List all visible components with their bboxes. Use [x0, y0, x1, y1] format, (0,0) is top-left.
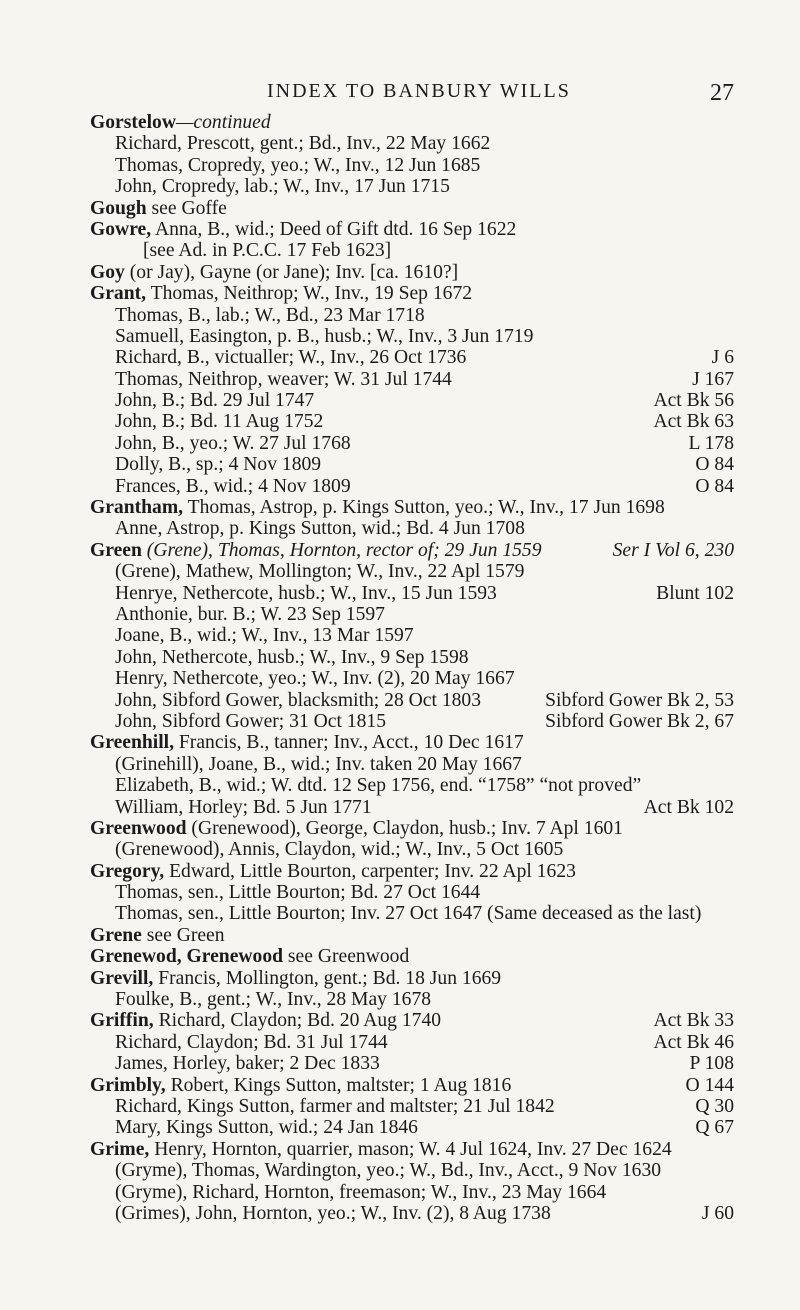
entry-reference: Q 30 [695, 1095, 734, 1117]
index-entry-line [0, 839, 800, 860]
entry-surname: Griffin, [90, 1010, 154, 1032]
entry-text: Anthonie, bur. B.; W. 23 Sep 1597 [115, 603, 385, 625]
entry-text: Francis, B., tanner; Inv., Acct., 10 Dec 1617 [174, 732, 524, 754]
entry-reference: L 178 [688, 432, 734, 454]
entry-reference: J 60 [701, 1202, 734, 1224]
entry-reference: Ser I Vol 6, 230 [612, 539, 734, 561]
index-entry-line [0, 668, 800, 689]
index-entry-line [0, 775, 800, 796]
entry-text: Thomas, Cropredy, yeo.; W., Inv., 12 Jun 1685 [115, 154, 481, 176]
entry-text: Henry, Nethercote, yeo.; W., Inv. (2), 20 May 1667 [115, 668, 515, 690]
index-entry-line [0, 882, 800, 903]
entry-reference: Q 67 [695, 1117, 734, 1139]
entry-text: William, Horley; Bd. 5 Jun 1771 [115, 796, 372, 818]
index-entry-heading-line [0, 818, 800, 839]
entry-reference: Act Bk 33 [653, 1010, 734, 1032]
entry-text: Richard, Claydon; Bd. 20 Aug 1740 [153, 1010, 442, 1032]
index-entry-heading-line [0, 861, 800, 882]
entry-surname: Grene [90, 924, 142, 946]
entry-surname: Gorstelow [90, 112, 176, 133]
entry-reference: Blunt 102 [656, 582, 734, 604]
page-number: 27 [710, 80, 734, 106]
entry-text: Thomas, B., lab.; W., Bd., 23 Mar 1718 [115, 304, 425, 326]
entry-text: (Grenewood), George, Claydon, husb.; Inv. 7 Apl 1601 [186, 817, 623, 839]
index-entry-line [0, 989, 800, 1010]
index-entry-line [0, 518, 800, 539]
entry-text: Samuell, Easington, p. B., husb.; W., Inv., 3 Jun 1719 [115, 325, 534, 347]
entry-text: —continued [175, 112, 271, 133]
index-entry-line [0, 1053, 800, 1074]
index-entry-line [0, 690, 800, 711]
entry-text: Thomas, sen., Little Bourton; Bd. 27 Oct 1644 [115, 882, 481, 904]
entry-text: (Grimes), John, Hornton, yeo.; W., Inv. (2), 8 Aug 1738 [115, 1202, 551, 1224]
entry-text: Thomas, Astrop, p. Kings Sutton, yeo.; W., Inv., 17 Jun 1698 [183, 497, 665, 519]
entry-text: Robert, Kings Sutton, maltster; 1 Aug 1816 [165, 1074, 512, 1096]
entry-text: (Grenewood), Annis, Claydon, wid.; W., Inv., 5 Oct 1605 [115, 839, 564, 861]
index-entry-heading-line [0, 968, 800, 989]
entry-text: Mary, Kings Sutton, wid.; 24 Jan 1846 [115, 1117, 418, 1139]
entry-reference: O 84 [695, 454, 734, 476]
index-entry-line [0, 797, 800, 818]
index-entry-line [0, 1160, 800, 1181]
index-entry-heading-line [0, 925, 800, 946]
entry-text: Elizabeth, B., wid.; W. dtd. 12 Sep 1756, end. “1758” “not proved” [115, 775, 642, 797]
entry-text: see Greenwood [283, 946, 410, 968]
entry-surname: Grenewod, Grenewood [90, 946, 284, 968]
entry-text: [see Ad. in P.C.C. 17 Feb 1623] [143, 240, 392, 262]
entry-text: Henry, Hornton, quarrier, mason; W. 4 Jul 1624, Inv. 27 Dec 1624 [149, 1138, 672, 1160]
index-entry-line [0, 176, 800, 197]
entry-text: (Gryme), Richard, Hornton, freemason; W., Inv., 23 May 1664 [115, 1181, 607, 1203]
entry-text: (or Jay), Gayne (or Jane); Inv. [ca. 1610?] [124, 261, 459, 283]
index-entry-heading-line [0, 283, 800, 304]
entry-text: (Grinehill), Joane, B., wid.; Inv. taken 20 May 1667 [115, 753, 522, 775]
index-entry-line [0, 647, 800, 668]
entry-text: John, B., yeo.; W. 27 Jul 1768 [115, 432, 351, 454]
entry-surname: Gowre, [90, 218, 152, 240]
index-entries [0, 112, 800, 1224]
entry-reference: Act Bk 46 [653, 1031, 734, 1053]
entry-reference: Act Bk 102 [643, 796, 734, 818]
entry-surname: Gough [90, 197, 147, 219]
entry-text: Foulke, B., gent.; W., Inv., 28 May 1678 [115, 989, 432, 1011]
index-entry-heading-line [0, 112, 800, 133]
entry-text: John, B.; Bd. 11 Aug 1752 [115, 411, 324, 433]
entry-text: Edward, Little Bourton, carpenter; Inv. 22 Apl 1623 [164, 860, 576, 882]
entry-surname: Grimbly, [90, 1074, 166, 1096]
index-entry-line [0, 240, 800, 261]
entry-text: Henrye, Nethercote, husb.; W., Inv., 15 Jun 1593 [115, 582, 497, 604]
entry-text: John, Sibford Gower, blacksmith; 28 Oct 1803 [115, 689, 482, 711]
entry-reference: P 108 [689, 1053, 734, 1075]
entry-reference: J 6 [711, 347, 734, 369]
entry-text: John, Sibford Gower; 31 Oct 1815 [115, 710, 387, 732]
entry-text: see Green [141, 924, 225, 946]
index-entry-line [0, 476, 800, 497]
entry-surname: Gregory, [90, 860, 165, 882]
entry-text: Richard, B., victualler; W., Inv., 26 Oct 1736 [115, 347, 467, 369]
entry-text: Richard, Prescott, gent.; Bd., Inv., 22 May 1662 [115, 133, 491, 155]
index-entry-line [0, 305, 800, 326]
index-entry-line [0, 155, 800, 176]
entry-surname: Greenhill, [90, 732, 175, 754]
index-entry-line [0, 625, 800, 646]
entry-surname: Green [90, 539, 142, 561]
entry-text: James, Horley, baker; 2 Dec 1833 [115, 1053, 380, 1075]
entry-surname: Grime, [90, 1138, 150, 1160]
entry-text: (Gryme), Thomas, Wardington, yeo.; W., Bd., Inv., Acct., 9 Nov 1630 [115, 1160, 662, 1182]
running-head [0, 80, 800, 110]
index-entry-line [0, 754, 800, 775]
index-entry-heading-line [0, 1075, 800, 1096]
entry-reference: Sibford Gower Bk 2, 67 [545, 710, 734, 732]
index-entry-heading-line [0, 262, 800, 283]
index-entry-line [0, 1096, 800, 1117]
entry-reference: J 167 [692, 368, 734, 390]
index-entry-line [0, 433, 800, 454]
index-entry-line [0, 454, 800, 475]
index-entry-line [0, 711, 800, 732]
index-entry-line [0, 369, 800, 390]
index-entry-line [0, 390, 800, 411]
entry-surname: Goy [90, 261, 125, 283]
entry-text: John, Nethercote, husb.; W., Inv., 9 Sep 1598 [115, 646, 469, 668]
index-entry-line [0, 1203, 800, 1224]
entry-text: Thomas, Neithrop; W., Inv., 19 Sep 1672 [146, 283, 473, 305]
index-entry-line [0, 903, 800, 924]
entry-text: Thomas, sen., Little Bourton; Inv. 27 Oct 1647 (Same deceased as the last) [115, 903, 702, 925]
entry-text: Dolly, B., sp.; 4 Nov 1809 [115, 454, 322, 476]
page-title: INDEX TO BANBURY WILLS [267, 80, 571, 102]
index-entry-heading-line [0, 198, 800, 219]
entry-text: John, B.; Bd. 29 Jul 1747 [115, 390, 315, 412]
entry-reference: O 84 [695, 475, 734, 497]
entry-reference: Sibford Gower Bk 2, 53 [545, 689, 734, 711]
index-entry-line [0, 1182, 800, 1203]
index-entry-line [0, 561, 800, 582]
entry-text: Francis, Mollington, gent.; Bd. 18 Jun 1669 [153, 967, 502, 989]
index-entry-heading-line [0, 946, 800, 967]
entry-text: see Goffe [146, 197, 227, 219]
index-entry-line [0, 326, 800, 347]
entry-text: Richard, Claydon; Bd. 31 Jul 1744 [115, 1031, 388, 1053]
index-entry-line [0, 1032, 800, 1053]
entry-text: Anne, Astrop, p. Kings Sutton, wid.; Bd. 4 Jun 1708 [115, 518, 525, 540]
index-entry-line [0, 583, 800, 604]
index-entry-line [0, 133, 800, 154]
entry-reference: Act Bk 63 [653, 411, 734, 433]
entry-text: Joane, B., wid.; W., Inv., 13 Mar 1597 [115, 625, 414, 647]
entry-text: John, Cropredy, lab.; W., Inv., 17 Jun 1715 [115, 176, 450, 198]
entry-text: (Grene), Thomas, Hornton, rector of; 29 Jun 1559 [141, 539, 542, 561]
entry-surname: Grevill, [90, 967, 154, 989]
entry-surname: Grant, [90, 283, 147, 305]
entry-text: Anna, B., wid.; Deed of Gift dtd. 16 Sep 1622 [151, 218, 517, 240]
index-entry-heading-line [0, 219, 800, 240]
index-entry-line [0, 1117, 800, 1138]
entry-text: Thomas, Neithrop, weaver; W. 31 Jul 1744 [115, 368, 452, 390]
entry-text: Richard, Kings Sutton, farmer and maltster; 21 Jul 1842 [115, 1095, 555, 1117]
index-entry-heading-line [0, 1139, 800, 1160]
index-entry-line [0, 411, 800, 432]
index-entry-line [0, 347, 800, 368]
index-entry-heading-line [0, 732, 800, 753]
entry-surname: Grantham, [90, 497, 184, 519]
entry-text: Frances, B., wid.; 4 Nov 1809 [115, 475, 351, 497]
entry-reference: Act Bk 56 [653, 390, 734, 412]
index-entry-heading-line [0, 497, 800, 518]
index-entry-heading-line [0, 1010, 800, 1031]
index-entry-heading-line [0, 540, 800, 561]
entry-reference: O 144 [685, 1074, 734, 1096]
entry-surname: Greenwood [90, 817, 187, 839]
entry-text: (Grene), Mathew, Mollington; W., Inv., 22 Apl 1579 [115, 561, 525, 583]
index-entry-line [0, 604, 800, 625]
